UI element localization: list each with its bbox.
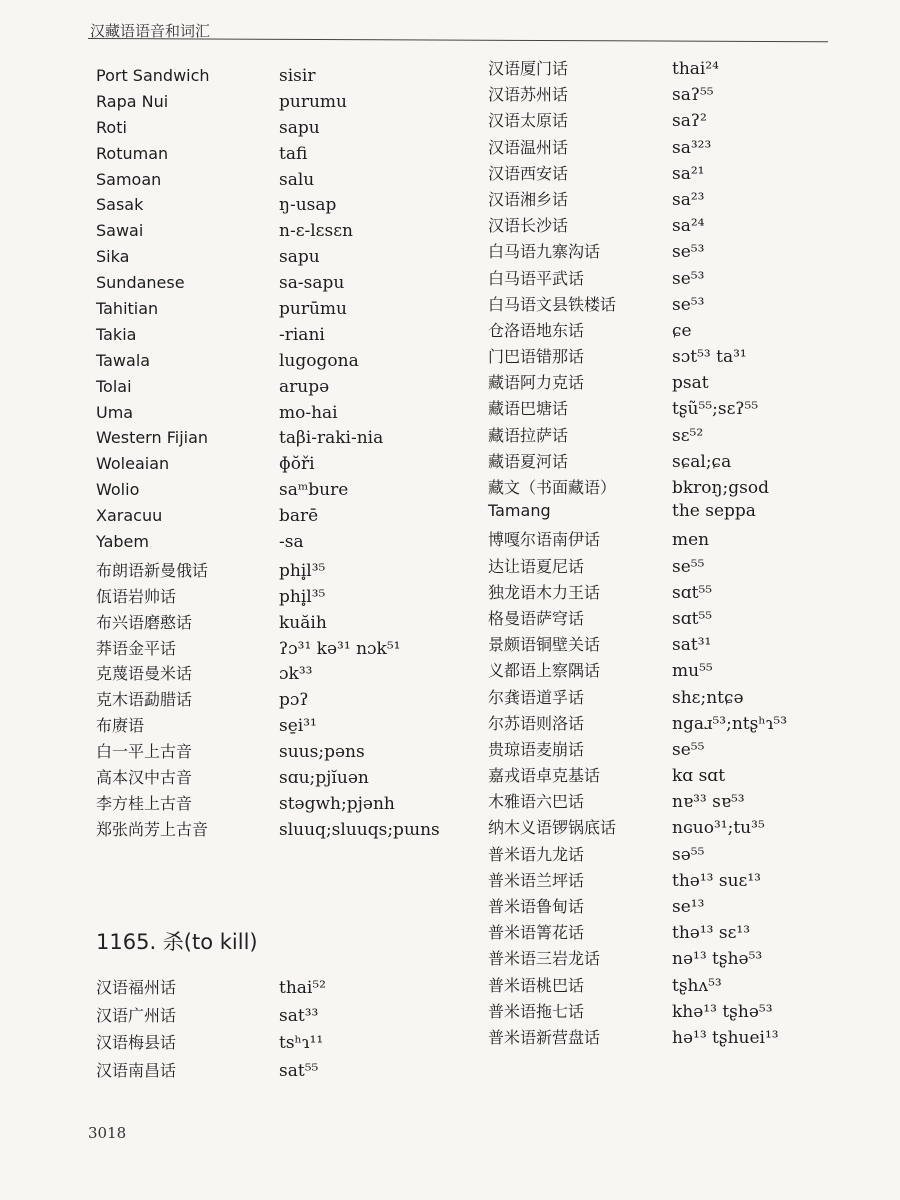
language-name: 景颇语铜壁关话	[488, 635, 601, 655]
word-form: -riani	[279, 324, 325, 345]
word-form: sə⁵⁵	[672, 844, 705, 865]
entry-row	[488, 868, 868, 894]
language-name: 普米语兰坪话	[488, 870, 585, 890]
entry-row	[96, 584, 466, 610]
word-form: ɸŏři	[279, 454, 315, 475]
section-entries-column	[96, 975, 466, 1085]
language-name: 白马语文县铁楼话	[488, 294, 617, 314]
language-name: Tahitian	[96, 299, 159, 319]
entry-row	[488, 685, 868, 711]
language-name: Woleaian	[96, 454, 170, 474]
entry-row	[488, 161, 868, 187]
entry-row	[96, 975, 466, 1003]
language-name: 尔龚语道孚话	[488, 687, 585, 707]
entry-row	[488, 213, 868, 239]
word-form: phi̥l³⁵	[279, 586, 326, 607]
word-form: ɔk³³	[279, 664, 313, 685]
word-form: mu⁵⁵	[672, 661, 713, 682]
language-name: 普米语箐花话	[488, 923, 585, 943]
word-form: salu	[279, 169, 315, 190]
word-form: taβi-raki-nia	[279, 428, 384, 449]
language-name: 普米语九龙话	[488, 844, 585, 864]
language-name: 汉语苏州话	[488, 85, 569, 105]
word-form: saʔ⁵⁵	[672, 85, 714, 106]
word-form: psat	[672, 373, 709, 394]
section-title: 1165. 杀(to kill)	[96, 930, 258, 954]
language-name: 布赓语	[96, 716, 145, 736]
word-form: sa-sapu	[279, 273, 345, 294]
word-form: ŋ-usap	[279, 195, 337, 216]
word-form: mo-hai	[279, 402, 338, 423]
entry-row	[488, 344, 868, 370]
page-number: 3018	[88, 1124, 127, 1142]
entry-row	[96, 532, 466, 558]
entry-row	[488, 763, 868, 789]
word-form: nɐ³³ sɐ⁵³	[672, 792, 745, 813]
entry-row	[488, 370, 868, 396]
language-name: 汉语广州话	[96, 1005, 177, 1025]
language-name: 莽语金平话	[96, 638, 177, 658]
entry-row	[96, 92, 466, 118]
language-name: 藏文（书面藏语）	[488, 478, 617, 497]
word-form: sat⁵⁵	[279, 1060, 319, 1081]
language-name: Sika	[96, 247, 130, 267]
word-form: sa³²³	[672, 137, 712, 158]
language-name: 普米语新营盘话	[488, 1027, 601, 1047]
word-form: sisir	[279, 66, 316, 86]
language-name: 克蔑语曼米话	[96, 664, 193, 684]
entry-row	[96, 765, 466, 791]
language-name: Uma	[96, 402, 134, 422]
language-name: 汉语南昌话	[96, 1060, 177, 1080]
entry-row	[488, 318, 868, 344]
entry-row	[96, 66, 466, 92]
language-name: 木雅语六巴话	[488, 792, 585, 812]
entry-row	[96, 144, 466, 170]
entry-row	[96, 221, 466, 247]
language-name: 门巴语错那话	[488, 347, 585, 367]
entry-row	[96, 247, 466, 273]
language-name: 藏语巴塘话	[488, 399, 569, 419]
language-name: 尔苏语则洛话	[488, 713, 585, 733]
entry-row	[488, 973, 868, 999]
entry-row	[488, 920, 868, 946]
entry-row	[488, 737, 868, 763]
word-form: sɔt⁵³ ta³¹	[672, 347, 747, 368]
language-name: 布朗语新曼俄话	[96, 560, 209, 580]
word-form: stəgwh;pjənh	[279, 793, 395, 814]
language-name: 藏语拉萨话	[488, 425, 569, 445]
entry-row	[96, 299, 466, 325]
language-name: 仓洛语地东话	[488, 320, 585, 340]
entry-row	[96, 791, 466, 817]
word-form: thə¹³ sɛ¹³	[672, 923, 751, 944]
entry-row	[96, 195, 466, 221]
entry-row	[488, 999, 868, 1025]
entry-row	[96, 403, 466, 429]
language-name: 布兴语磨憨话	[96, 612, 193, 632]
entry-row	[488, 842, 868, 868]
running-head: 汉藏语语音和词汇	[90, 22, 211, 40]
word-form: ɕe	[672, 320, 692, 341]
entry-row	[96, 687, 466, 713]
language-name: 藏语夏河话	[488, 451, 569, 471]
entry-row	[96, 661, 466, 687]
word-form: se⁵⁵	[672, 739, 705, 760]
language-name: 普米语鲁甸话	[488, 897, 585, 916]
language-name: 郑张尚芳上古音	[96, 819, 209, 839]
word-form: se¹³	[672, 897, 705, 917]
left-column	[96, 66, 466, 843]
language-name: 佤语岩帅话	[96, 586, 177, 606]
word-form: arupə	[279, 376, 330, 397]
word-form: se⁵³	[672, 268, 705, 289]
word-form: lugogona	[279, 350, 359, 371]
entry-row	[96, 506, 466, 532]
entry-row	[488, 580, 868, 606]
word-form: sɑu;pjĭuən	[279, 768, 369, 789]
word-form: tʂhʌ⁵³	[672, 975, 722, 996]
language-name: 汉语长沙话	[488, 216, 569, 236]
language-name: Tamang	[488, 501, 551, 521]
word-form: tsʰɿ¹¹	[279, 1033, 324, 1053]
language-name: 达让语夏尼话	[488, 556, 585, 576]
entry-row	[488, 239, 868, 265]
language-name: 嘉戎语卓克基话	[488, 766, 601, 786]
word-form: sapu	[279, 247, 320, 268]
entry-row	[488, 946, 868, 972]
entry-row	[96, 817, 466, 843]
entry-row	[96, 739, 466, 765]
word-form: ʔɔ³¹ kə³¹ nɔk⁵¹	[279, 638, 401, 659]
language-name: 汉语福州话	[96, 978, 177, 997]
word-form: nə¹³ tʂhə⁵³	[672, 949, 763, 970]
entry-row	[488, 56, 868, 82]
entry-row	[488, 108, 868, 134]
language-name: 汉语湘乡话	[488, 189, 569, 209]
entry-row	[96, 428, 466, 454]
entry-row	[96, 1058, 466, 1086]
word-form: thə¹³ suɛ¹³	[672, 870, 761, 891]
entry-row	[488, 475, 868, 501]
language-name: 义都语上察隅话	[488, 661, 601, 681]
entry-row	[488, 554, 868, 580]
entry-row	[96, 170, 466, 196]
word-form: sapu	[279, 117, 320, 138]
language-name: 汉语西安话	[488, 163, 569, 183]
word-form: hə¹³ tʂhuei¹³	[672, 1027, 779, 1048]
entry-row	[96, 713, 466, 739]
word-form: sɕal;ɕa	[672, 451, 732, 472]
word-form: thai⁵²	[279, 978, 326, 998]
word-form: saᵐbure	[279, 480, 349, 501]
language-name: 白一平上古音	[96, 742, 193, 762]
entry-row	[488, 711, 868, 737]
word-form: tʂũ⁵⁵;sɛʔ⁵⁵	[672, 399, 759, 420]
entry-row	[96, 118, 466, 144]
word-form: n-ɛ-lɛsɛn	[279, 221, 353, 242]
entry-row	[96, 1003, 466, 1031]
language-name: 博嘎尔语南伊话	[488, 530, 601, 550]
language-name: Western Fijian	[96, 428, 209, 448]
language-name: 格曼语萨穹话	[488, 608, 585, 628]
word-form: purumu	[279, 91, 347, 112]
language-name: 藏语阿力克话	[488, 373, 585, 393]
word-form: saʔ²	[672, 111, 707, 132]
entry-row	[488, 396, 868, 422]
language-name: Sundanese	[96, 273, 185, 293]
language-name: Rotuman	[96, 143, 169, 163]
language-name: 贵琼语麦崩话	[488, 739, 585, 759]
entry-row	[96, 480, 466, 506]
word-form: ngaɹ⁵³;ntʂʰɿ⁵³	[672, 713, 788, 734]
word-form: bkroŋ;gsod	[672, 478, 769, 498]
language-name: 普米语三岩龙话	[488, 949, 601, 969]
language-name: Tolai	[96, 376, 132, 396]
word-form: se⁵³	[672, 242, 705, 263]
language-name: 纳木义语锣锅底话	[488, 818, 617, 838]
word-form: se̱i³¹	[279, 716, 317, 737]
entry-row	[488, 187, 868, 213]
entry-row	[488, 292, 868, 318]
word-form: barē	[279, 506, 319, 527]
language-name: Port Sandwich	[96, 66, 210, 85]
word-form: the seppa	[672, 501, 756, 522]
word-form: pɔʔ	[279, 690, 309, 711]
entry-row	[488, 1025, 868, 1051]
word-form: se⁵⁵	[672, 556, 705, 577]
word-form: sɑt⁵⁵	[672, 582, 713, 603]
language-name: Rapa Nui	[96, 91, 169, 111]
language-name: Yabem	[96, 532, 149, 552]
entry-row	[96, 454, 466, 480]
word-form: nɢuo³¹;tu³⁵	[672, 818, 765, 839]
word-form: shɛ;ntɕə	[672, 687, 744, 708]
language-name: 高本汉中古音	[96, 768, 193, 788]
entry-row	[488, 423, 868, 449]
word-form: suus;pəns	[279, 742, 365, 763]
language-name: Takia	[96, 324, 137, 344]
entry-row	[488, 815, 868, 841]
entry-row	[488, 449, 868, 475]
entry-row	[96, 610, 466, 636]
language-name: Tawala	[96, 350, 151, 370]
entry-row	[96, 351, 466, 377]
word-form: sɛ⁵²	[672, 425, 704, 446]
word-form: sa²¹	[672, 163, 705, 184]
entry-row	[488, 82, 868, 108]
right-column	[488, 56, 868, 1051]
word-form: purūmu	[279, 299, 347, 320]
word-form: men	[672, 530, 710, 551]
word-form: sɑt⁵⁵	[672, 608, 713, 629]
entry-row	[488, 606, 868, 632]
entry-row	[488, 632, 868, 658]
entry-row	[96, 325, 466, 351]
entry-row	[488, 266, 868, 292]
word-form: tafi	[279, 143, 308, 164]
entry-row	[488, 894, 868, 920]
word-form: phi̥l³⁵	[279, 560, 326, 581]
language-name: 克木语勐腊话	[96, 690, 193, 710]
word-form: sa²⁴	[672, 216, 705, 237]
language-name: 汉语太原话	[488, 111, 569, 131]
word-form: kuăih	[279, 612, 327, 633]
language-name: Sawai	[96, 221, 144, 241]
language-name: 普米语桃巴话	[488, 975, 585, 995]
entry-row	[96, 636, 466, 662]
word-form: sat³³	[279, 1005, 319, 1026]
word-form: se⁵³	[672, 294, 705, 315]
entry-row	[96, 273, 466, 299]
word-form: sat³¹	[672, 635, 712, 656]
entry-row	[96, 377, 466, 403]
entry-row	[488, 658, 868, 684]
language-name: Xaracuu	[96, 506, 163, 526]
word-form: sa²³	[672, 189, 705, 210]
language-name: 李方桂上古音	[96, 793, 193, 813]
entry-row	[96, 558, 466, 584]
language-name: 汉语温州话	[488, 137, 569, 157]
word-form: sluuq;sluuqs;pɯns	[279, 819, 440, 840]
language-name: Wolio	[96, 480, 140, 500]
word-form: -sa	[279, 532, 304, 553]
word-form: kɑ sɑt	[672, 766, 726, 787]
entry-row	[488, 135, 868, 161]
language-name: Sasak	[96, 195, 144, 215]
language-name: 白马语九寨沟话	[488, 242, 601, 262]
language-name: 独龙语木力王话	[488, 582, 601, 602]
language-name: Roti	[96, 117, 127, 137]
word-form: khə¹³ tʂhə⁵³	[672, 1001, 773, 1022]
language-name: 汉语梅县话	[96, 1033, 177, 1052]
language-name: 汉语厦门话	[488, 59, 569, 78]
word-form: thai²⁴	[672, 59, 719, 79]
entry-row	[96, 1030, 466, 1058]
entry-row	[488, 527, 868, 553]
entry-row	[488, 501, 868, 527]
language-name: 普米语拖七话	[488, 1001, 585, 1021]
language-name: Samoan	[96, 169, 162, 189]
entry-row	[488, 789, 868, 815]
language-name: 白马语平武话	[488, 268, 585, 288]
